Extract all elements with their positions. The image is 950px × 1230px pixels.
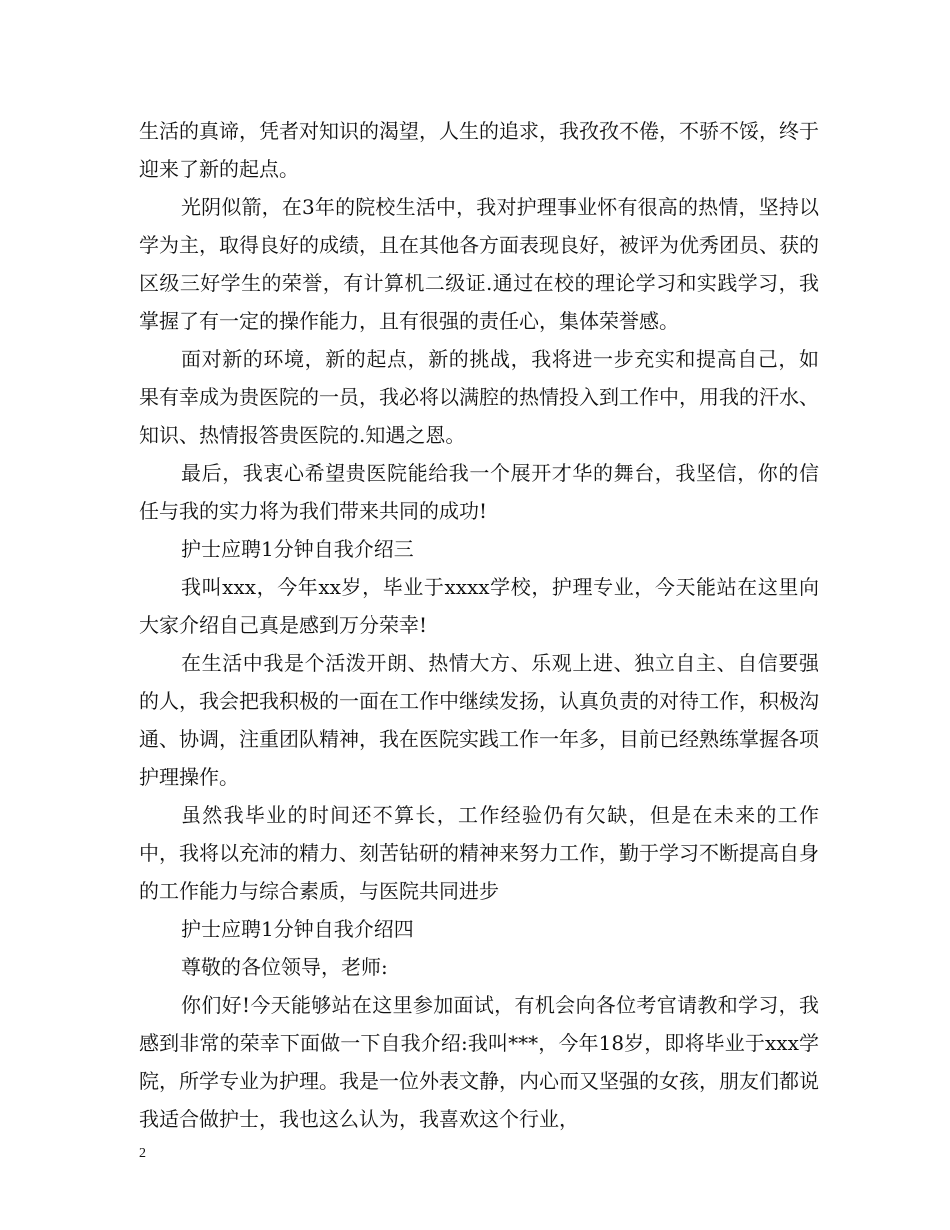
paragraph-3: 面对新的环境，新的起点，新的挑战，我将进一步充实和提高自己，如果有幸成为贵医院的一员，我必将以满腔的热情投入到工作中，用我的汗水、知识、热情报答贵医院的.知遇之恩。 (139, 347, 819, 447)
body-text (139, 112, 819, 1138)
paragraph-2: 光阴似箭，在3年的院校生活中，我对护理事业怀有很高的热情，坚持以学为主，取得良好的成绩，且在其他各方面表现良好，被评为优秀团员、获的区级三好学生的荣誉，有计算机二级证.通过在校的理论学习和实践学习，我掌握了有一定的操作能力，且有很强的责任心，集体荣誉感。 (139, 195, 819, 333)
paragraph-11: 你们好!今天能够站在这里参加面试，有机会向各位考官请教和学习，我感到非常的荣幸下面做一下自我介绍:我叫***，今年18岁，即将毕业于xxx学院，所学专业为护理。我是一位外表文静，内心而又坚强的女孩，朋友们都说我适合做护士，我也这么认为，我喜欢这个行业， (139, 993, 819, 1131)
paragraph-8: 虽然我毕业的时间还不算长，工作经验仍有欠缺，但是在未来的工作中，我将以充沛的精力、刻苦钻研的精神来努力工作，勤于学习不断提高自身的工作能力与综合素质，与医院共同进步 (139, 803, 819, 903)
salutation: 尊敬的各位领导，老师: (181, 955, 388, 979)
paragraph-7: 在生活中我是个活泼开朗、热情大方、乐观上进、独立自主、自信要强的人，我会把我积极的一面在工作中继续发扬，认真负责的对待工作，积极沟通、协调，注重团队精神，我在医院实践工作一年多，目前已经熟练掌握各项护理操作。 (139, 651, 819, 789)
page-number: 2 (139, 1146, 146, 1161)
paragraph-4: 最后，我衷心希望贵医院能给我一个展开才华的舞台，我坚信，你的信任与我的实力将为我们带来共同的成功! (139, 461, 819, 523)
section-heading-4: 护士应聘1分钟自我介绍四 (181, 917, 414, 941)
paragraph-6: 我叫xxx，今年xx岁，毕业于xxxx学校，护理专业，今天能站在这里向大家介绍自己真是感到万分荣幸! (139, 575, 819, 637)
section-heading-3: 护士应聘1分钟自我介绍三 (181, 537, 414, 561)
paragraph-1: 生活的真谛，凭者对知识的渴望，人生的追求，我孜孜不倦，不骄不馁，终于迎来了新的起点。 (139, 119, 819, 181)
